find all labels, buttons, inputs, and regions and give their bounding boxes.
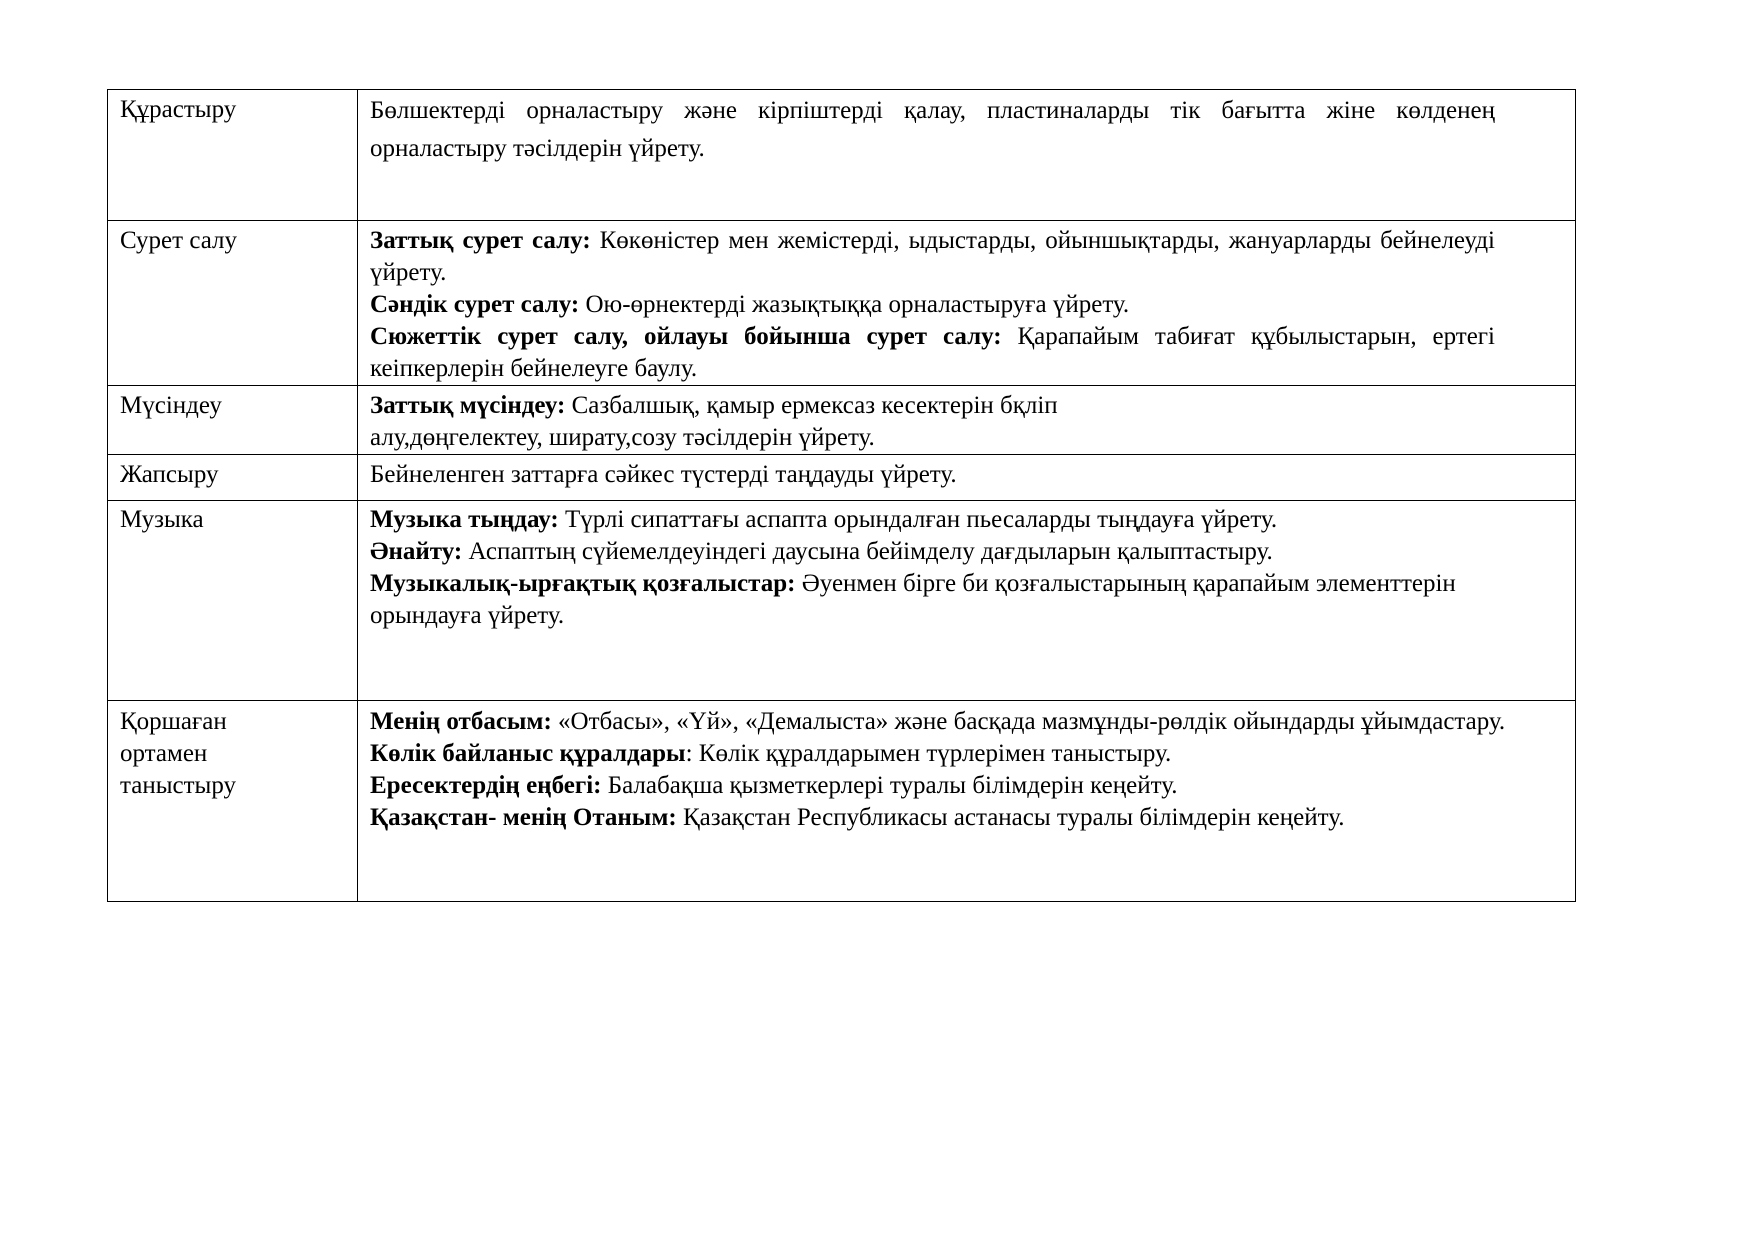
- paragraph-text: Аспаптың сүйемелдеуіндегі даусына бейімделу дағдыларын қалыптастыру.: [462, 538, 1273, 565]
- content-paragraph: [370, 225, 1495, 289]
- table-row: [108, 221, 1576, 386]
- content-paragraph: [370, 504, 1535, 536]
- paragraph-text: Қарапайым табиғат құбылыстарын, ертегі кеіпкерлерін бейнелеуге баулу.: [370, 323, 1495, 382]
- paragraph-text: Бейнеленген заттарға сәйкес түстерді таңдауды үйрету.: [370, 461, 957, 488]
- row-content: [358, 701, 1576, 902]
- row-content: [358, 90, 1576, 221]
- content-paragraph: [370, 321, 1495, 385]
- paragraph-heading: Заттық мүсіндеу:: [370, 392, 566, 419]
- row-label: Құрастыру: [108, 90, 358, 221]
- content-paragraph: [370, 92, 1495, 168]
- row-label: Жапсыру: [108, 455, 358, 501]
- paragraph-heading: Көлік байланыс құралдары: [370, 740, 686, 767]
- row-label: Мүсіндеу: [108, 386, 358, 455]
- curriculum-table: [107, 89, 1576, 902]
- table-row: [108, 455, 1576, 501]
- content-paragraph: [370, 289, 1495, 321]
- paragraph-heading: Музыкалық-ырғақтық қозғалыстар:: [370, 570, 796, 597]
- content-paragraph: [370, 770, 1555, 802]
- row-label: Сурет салу: [108, 221, 358, 386]
- paragraph-heading: Сәндік сурет салу:: [370, 291, 580, 318]
- paragraph-text: Балабақша қызметкерлері туралы білімдерін кеңейту.: [601, 772, 1178, 799]
- row-content: [358, 386, 1576, 455]
- row-content: [358, 455, 1576, 501]
- paragraph-heading: Музыка тыңдау:: [370, 506, 559, 533]
- table-row: [108, 701, 1576, 902]
- content-paragraph: [370, 459, 1495, 491]
- content-paragraph: [370, 738, 1555, 770]
- paragraph-heading: Менің отбасым:: [370, 708, 552, 735]
- paragraph-heading: Әнайту:: [370, 538, 463, 565]
- content-paragraph: [370, 568, 1535, 632]
- row-content: [358, 501, 1576, 701]
- row-label: Музыка: [108, 501, 358, 701]
- content-paragraph: [370, 802, 1555, 834]
- paragraph-heading: Қазақстан- менің Отаным:: [370, 804, 677, 831]
- paragraph-text: Ою-өрнектерді жазықтыққа орналастыруға үйрету.: [579, 291, 1130, 318]
- paragraph-heading: Ересектердің еңбегі:: [370, 772, 602, 799]
- paragraph-text: Көкөністер мен жемістерді, ыдыстарды, ойыншықтарды, жануарларды бейнелеуді үйрету.: [370, 227, 1495, 286]
- row-content: [358, 221, 1576, 386]
- paragraph-heading: Сюжеттік сурет салу, ойлауы бойынша сурет салу:: [370, 323, 1002, 350]
- paragraph-text: Бөлшектерді орналастыру және кірпіштерді қалау, пластиналарды тік бағытта жіне көлденең орналастыру тәсілдерін үйрету.: [370, 97, 1495, 162]
- paragraph-text: «Отбасы», «Үй», «Демалыста» және басқада мазмұнды-рөлдік ойындарды ұйымдастару.: [551, 708, 1506, 735]
- row-label: Қоршаған ортамен таныстыру: [108, 701, 358, 902]
- table-row: [108, 90, 1576, 221]
- table-row: [108, 386, 1576, 455]
- paragraph-text: Түрлі сипаттағы аспапта орындалған пьесаларды тыңдауға үйрету.: [558, 506, 1278, 533]
- table-row: [108, 501, 1576, 701]
- paragraph-heading: Заттық сурет салу:: [370, 227, 591, 254]
- content-paragraph: [370, 706, 1555, 738]
- content-paragraph: [370, 390, 1175, 454]
- content-paragraph: [370, 536, 1535, 568]
- paragraph-text: : Көлік құралдарымен түрлерімен таныстыру.: [685, 740, 1172, 767]
- paragraph-text: Сазбалшық, қамыр ермексаз кесектерін бқліп алу,дөңгелектеу, ширату,созу тәсілдерін үйрету.: [370, 392, 1058, 451]
- paragraph-text: Қазақстан Республикасы астанасы туралы білімдерін кеңейту.: [676, 804, 1345, 831]
- paragraph-text: Әуенмен бірге би қозғалыстарының қарапайым элементтерін орындауға үйрету.: [370, 570, 1456, 629]
